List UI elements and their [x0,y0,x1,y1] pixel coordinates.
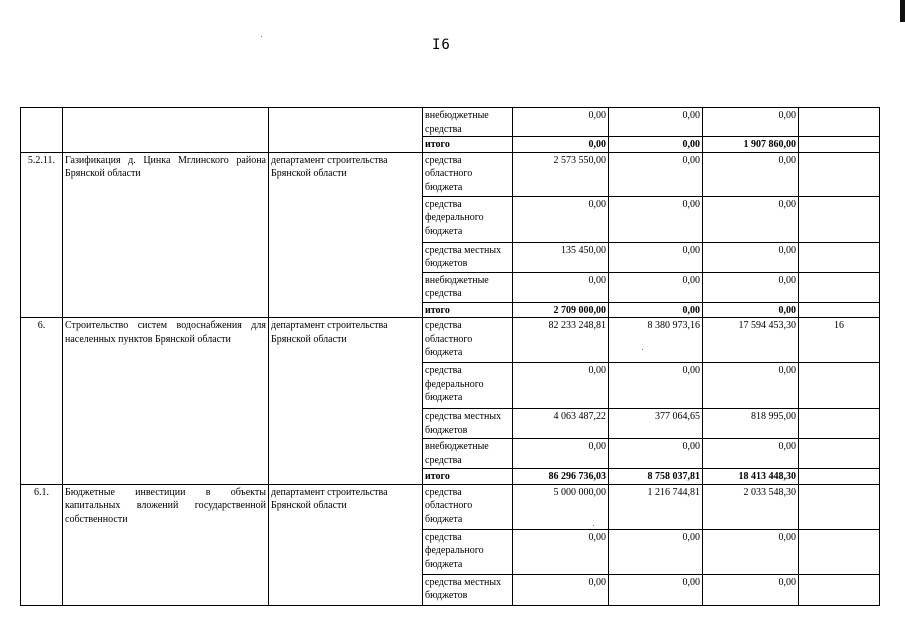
amount-col-3: 0,00 [703,529,799,574]
amount-col-2: 377 064,65 [609,409,703,439]
funding-source: средства федерального бюджета [423,196,513,242]
funding-row [21,152,880,196]
amount-col-3: 2 033 548,30 [703,484,799,529]
amount-col-1: 0,00 [513,108,609,137]
amount-col-2: 0,00 [609,196,703,242]
funding-source: средства областного бюджета [423,484,513,529]
amount-col-1: 0,00 [513,574,609,605]
indicator-ref [799,272,880,302]
amount-col-3: 0,00 [703,242,799,272]
funding-source: итого [423,302,513,318]
amount-col-1: 5 000 000,00 [513,484,609,529]
amount-col-2: 0,00 [609,272,703,302]
funding-source: средства местных бюджетов [423,242,513,272]
funding-source: внебюджетные средства [423,272,513,302]
funding-source: средства федерального бюджета [423,363,513,409]
amount-col-2: 0,00 [609,302,703,318]
amount-col-3: 0,00 [703,196,799,242]
amount-col-2: 0,00 [609,137,703,153]
amount-col-3: 0,00 [703,152,799,196]
amount-col-1: 0,00 [513,529,609,574]
amount-col-1: 0,00 [513,196,609,242]
scan-edge-mark [900,0,905,22]
amount-col-1: 86 296 736,03 [513,469,609,485]
funding-source: средства местных бюджетов [423,574,513,605]
amount-col-2: 0,00 [609,439,703,469]
funding-source: итого [423,469,513,485]
amount-col-3: 818 995,00 [703,409,799,439]
amount-col-2: 8 380 973,16 [609,318,703,363]
amount-col-1: 0,00 [513,363,609,409]
item-name: Газификация д. Цинка Мглинского района Брянской области [63,152,269,318]
amount-col-2: 0,00 [609,108,703,137]
amount-col-1: 0,00 [513,439,609,469]
amount-col-2: 0,00 [609,363,703,409]
amount-col-1: 82 233 248,81 [513,318,609,363]
indicator-ref: 16 [799,318,880,363]
amount-col-3: 0,00 [703,574,799,605]
funding-row [21,108,880,137]
amount-col-1: 2 709 000,00 [513,302,609,318]
amount-col-2: 0,00 [609,242,703,272]
item-name [63,108,269,153]
responsible-department: департамент строительства Брянской области [269,152,423,318]
amount-col-1: 0,00 [513,272,609,302]
indicator-ref [799,152,880,196]
item-number: 5.2.11. [21,152,63,318]
amount-col-1: 2 573 550,00 [513,152,609,196]
funding-source: внебюджетные средства [423,108,513,137]
funding-row [21,318,880,363]
indicator-ref [799,363,880,409]
responsible-department: департамент строительства Брянской области [269,318,423,485]
amount-col-3: 0,00 [703,439,799,469]
funding-source: итого [423,137,513,153]
funding-source: средства местных бюджетов [423,409,513,439]
budget-table [20,107,880,606]
funding-row [21,484,880,529]
item-number: 6. [21,318,63,485]
indicator-ref [799,108,880,137]
amount-col-2: 1 216 744,81 [609,484,703,529]
item-number: 6.1. [21,484,63,605]
funding-source: средства областного бюджета [423,318,513,363]
indicator-ref [799,302,880,318]
amount-col-1: 0,00 [513,137,609,153]
budget-table-body [21,108,880,606]
scan-speck [261,36,262,37]
funding-source: средства областного бюджета [423,152,513,196]
amount-col-3: 18 413 448,30 [703,469,799,485]
amount-col-3: 0,00 [703,108,799,137]
amount-col-3: 0,00 [703,363,799,409]
amount-col-2: 0,00 [609,574,703,605]
amount-col-2: 0,00 [609,152,703,196]
amount-col-3: 1 907 860,00 [703,137,799,153]
item-name: Строительство систем водоснабжения для населенных пунктов Брянской области [63,318,269,485]
amount-col-2: 8 758 037,81 [609,469,703,485]
amount-col-1: 135 450,00 [513,242,609,272]
indicator-ref [799,484,880,529]
amount-col-3: 0,00 [703,272,799,302]
funding-source: внебюджетные средства [423,439,513,469]
indicator-ref [799,137,880,153]
item-name: Бюджетные инвестиции в объекты капитальных вложений государственной собственности [63,484,269,605]
responsible-department [269,108,423,153]
indicator-ref [799,196,880,242]
indicator-ref [799,242,880,272]
amount-col-3: 0,00 [703,302,799,318]
page-number: I6 [432,37,451,53]
amount-col-3: 17 594 453,30 [703,318,799,363]
indicator-ref [799,469,880,485]
amount-col-1: 4 063 487,22 [513,409,609,439]
responsible-department: департамент строительства Брянской области [269,484,423,605]
item-number [21,108,63,153]
indicator-ref [799,439,880,469]
indicator-ref [799,574,880,605]
funding-source: средства федерального бюджета [423,529,513,574]
amount-col-2: 0,00 [609,529,703,574]
indicator-ref [799,529,880,574]
indicator-ref [799,409,880,439]
